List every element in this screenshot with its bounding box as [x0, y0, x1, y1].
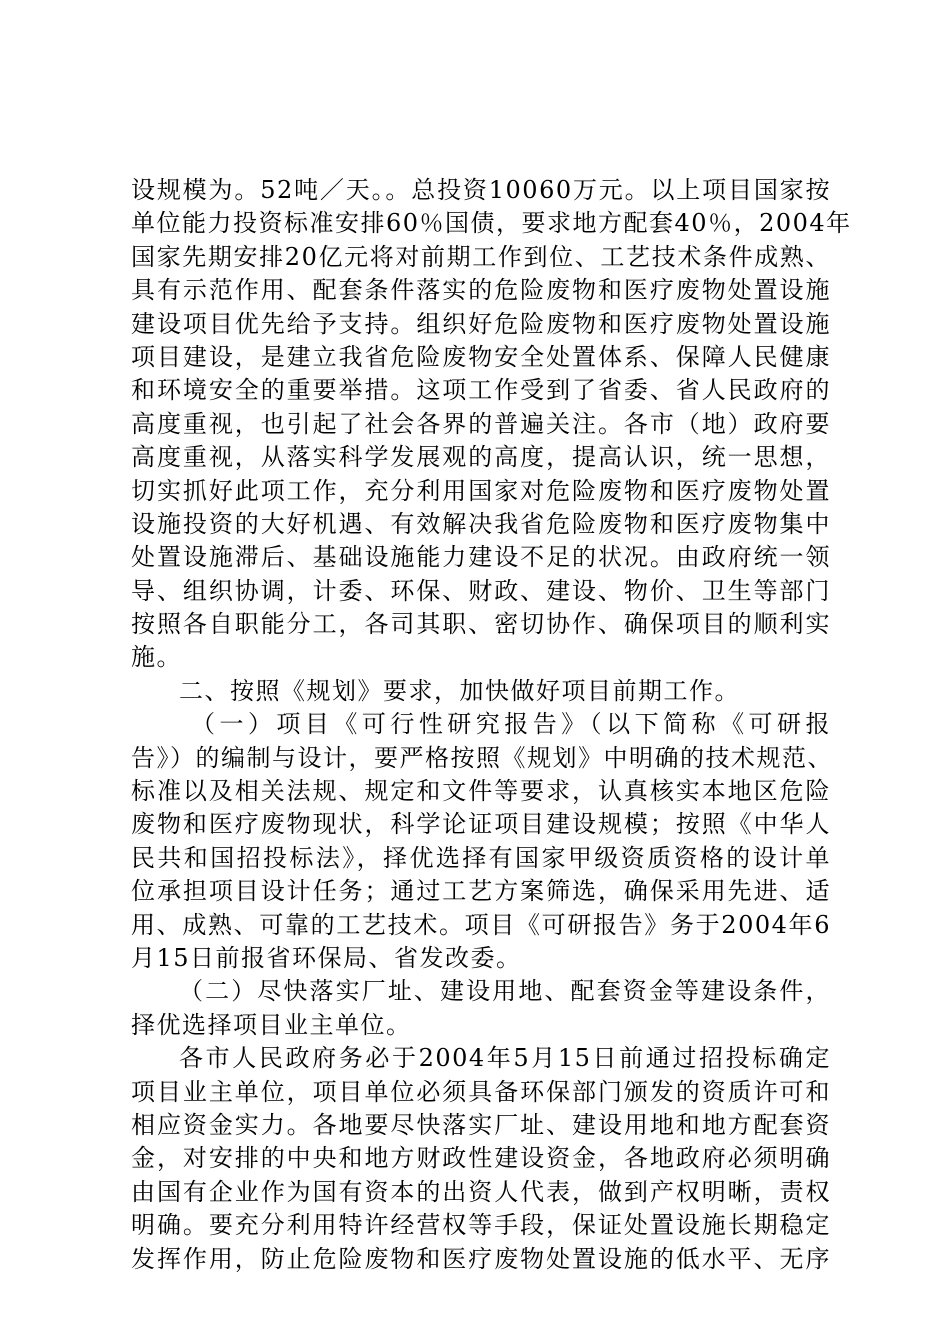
text-line: 项目建设，是建立我省危险废物安全处置体系、保障人民健康 [131, 342, 831, 371]
text-line: 设施投资的大好机遇、有效解决我省危险废物和医疗废物集中 [131, 509, 831, 538]
text-line: 高度重视，从落实科学发展观的高度，提高认识，统一思想， [131, 443, 831, 472]
text-line: 位承担项目设计任务；通过工艺方案筛选，确保采用先进、适 [131, 877, 831, 906]
text-line: 用、成熟、可靠的工艺技术。项目《可研报告》务于2004年6 [131, 910, 831, 939]
text-line: 按照各自职能分工，各司其职、密切协作、确保项目的顺利实 [131, 610, 831, 639]
text-line: 高度重视，也引起了社会各界的普遍关注。各市（地）政府要 [131, 409, 831, 438]
text-line: 和环境安全的重要举措。这项工作受到了省委、省人民政府的 [131, 376, 831, 405]
text-line: 二、按照《规划》要求，加快做好项目前期工作。 [179, 676, 740, 705]
text-line: 明确。要充分利用特许经营权等手段，保证处置设施长期稳定 [131, 1211, 831, 1240]
text-line: （一）项目《可行性研究报告》（以下简称《可研报 [191, 710, 831, 739]
text-line: 金，对安排的中央和地方财政性建设资金，各地政府必须明确 [131, 1144, 831, 1173]
text-line: 国家先期安排20亿元将对前期工作到位、工艺技术条件成熟、 [131, 242, 831, 271]
document-body [131, 174, 852, 1276]
text-line: 发挥作用，防止危险废物和医疗废物处置设施的低水平、无序 [131, 1244, 831, 1273]
text-line: 废物和医疗废物现状，科学论证项目建设规模；按照《中华人 [131, 810, 831, 839]
text-line: 单位能力投资标准安排60％国债，要求地方配套40％，2004年 [131, 209, 852, 238]
text-line: 民共和国招投标法》，择优选择有国家甲级资质资格的设计单 [131, 843, 831, 872]
text-line: 处置设施滞后、基础设施能力建设不足的状况。由政府统一领 [131, 543, 831, 572]
text-line: 月15日前报省环保局、省发改委。 [131, 943, 522, 972]
text-line: 告》）的编制与设计，要严格按照《规划》中明确的技术规范、 [131, 743, 833, 772]
text-line: （二）尽快落实厂址、建设用地、配套资金等建设条件， [179, 977, 831, 1006]
text-line: 相应资金实力。各地要尽快落实厂址、建设用地和地方配套资 [131, 1110, 831, 1139]
text-line: 标准以及相关法规、规定和文件等要求，认真核实本地区危险 [131, 777, 831, 806]
text-line: 具有示范作用、配套条件落实的危险废物和医疗废物处置设施 [131, 276, 831, 305]
text-line: 项目业主单位，项目单位必须具备环保部门颁发的资质许可和 [131, 1077, 831, 1106]
text-line: 各市人民政府务必于2004年5月15日前通过招投标确定 [179, 1044, 831, 1073]
text-line: 择优选择项目业主单位。 [131, 1010, 412, 1039]
text-line: 设规模为。52吨／天。。总投资10060万元。以上项目国家按 [131, 176, 831, 204]
text-line: 由国有企业作为国有资本的出资人代表，做到产权明晰，责权 [131, 1177, 831, 1206]
text-line: 建设项目优先给予支持。组织好危险废物和医疗废物处置设施 [131, 309, 831, 338]
text-line: 切实抓好此项工作，充分利用国家对危险废物和医疗废物处置 [131, 476, 831, 505]
text-line: 导、组织协调，计委、环保、财政、建设、物价、卫生等部门 [131, 576, 831, 605]
text-line: 施。 [131, 643, 182, 672]
